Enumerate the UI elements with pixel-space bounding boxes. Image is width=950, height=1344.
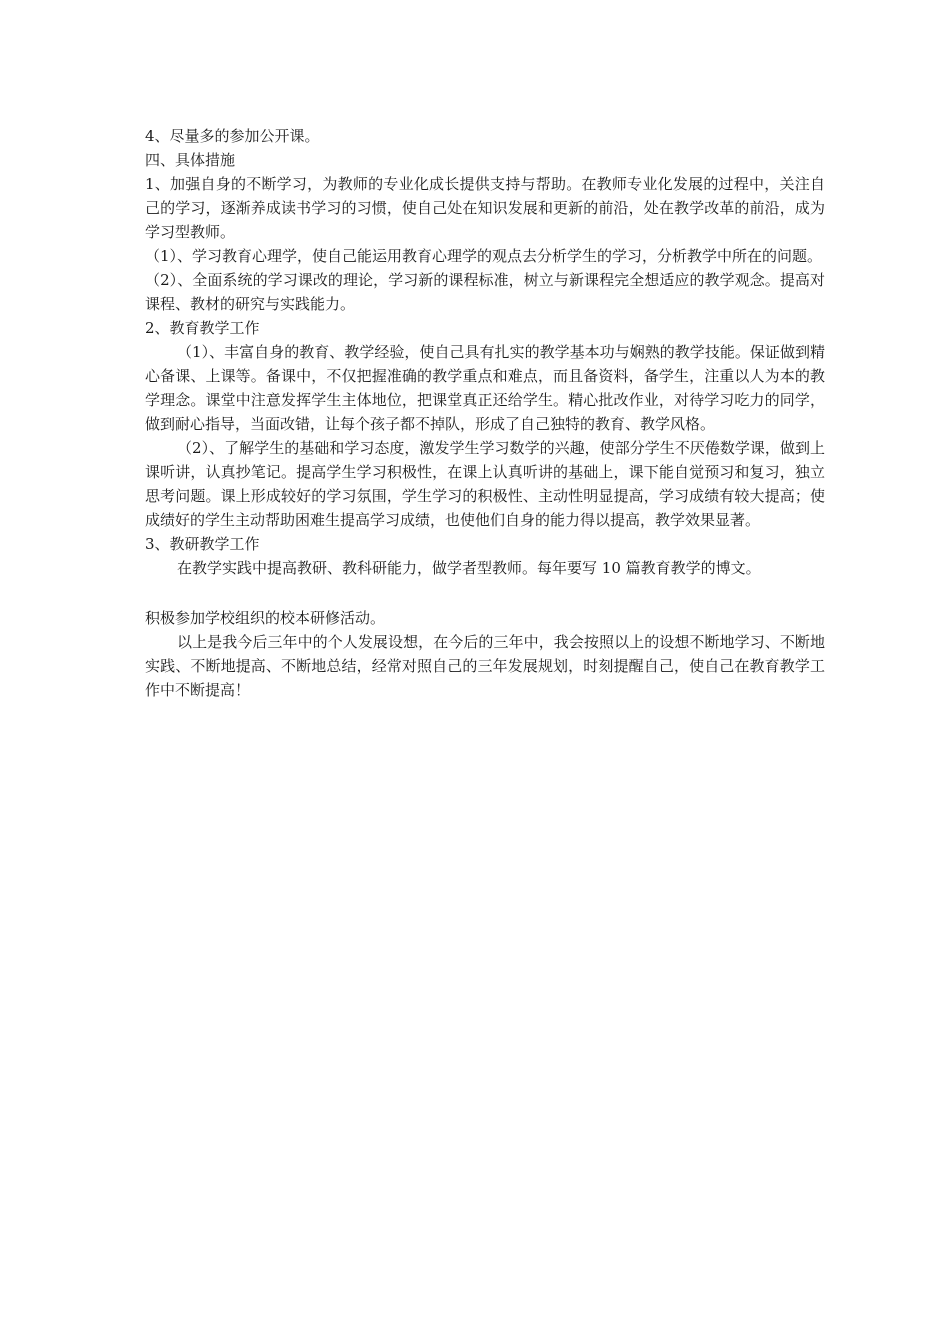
goal-item-4: 4、尽量多的参加公开课。 — [145, 127, 320, 145]
measure-1-paragraph: 1、加强自身的不断学习，为教师的专业化成长提供支持与帮助。在教师专业化发展的过程中，关注自己的学习，逐渐养成读书学习的习惯，使自己处在知识发展和更新的前沿，处在教学改革的前沿，成为学习型教师。 — [145, 175, 825, 241]
measure-3-heading: 3、教研教学工作 — [145, 535, 260, 553]
measure-1-sub-2: （2）、全面系统的学习课改的理论，学习新的课程标准，树立与新课程完全想适应的教学观念。提高对课程、教材的研究与实践能力。 — [145, 271, 825, 313]
school-activity-line: 积极参加学校组织的校本研修活动。 — [145, 609, 386, 627]
measure-1-sub-1: （1）、学习教育心理学，使自己能运用教育心理学的观点去分析学生的学习，分析教学中所在的问题。 — [145, 247, 823, 265]
measure-2-heading: 2、教育教学工作 — [145, 319, 260, 337]
measure-2-sub-1: （1）、丰富自身的教育、教学经验，使自己具有扎实的教学基本功与娴熟的教学技能。保证做到精心备课、上课等。备课中，不仅把握准确的教学重点和难点，而且备资料，备学生，注重以人为本的教学理念。课堂中注意发挥学生主体地位，把课堂真正还给学生。精心批改作业，对待学习吃力的同学，做到耐心指导，当面改错，让每个孩子都不掉队，形成了自己独特的教育、教学风格。 — [145, 343, 825, 433]
paragraph-spacer — [145, 580, 825, 606]
measure-2-sub-2: （2）、了解学生的基础和学习态度，激发学生学习数学的兴趣，使部分学生不厌倦数学课，做到上课听讲，认真抄笔记。提高学生学习积极性，在课上认真听讲的基础上，课下能自觉预习和复习，独立思考问题。课上形成较好的学习氛围，学生学习的积极性、主动性明显提高，学习成绩有较大提高；使成绩好的学生主动帮助困难生提高学习成绩，也使他们自身的能力得以提高，教学效果显著。 — [145, 439, 825, 529]
measure-3-paragraph: 在教学实践中提高教研、教科研能力，做学者型教师。每年要写 10 篇教育教学的博文。 — [177, 559, 761, 577]
document-body — [145, 124, 825, 702]
closing-paragraph: 以上是我今后三年中的个人发展设想，在今后的三年中，我会按照以上的设想不断地学习、不断地实践、不断地提高、不断地总结，经常对照自己的三年发展规划，时刻提醒自己，使自己在教育教学工作中不断提高！ — [145, 633, 825, 699]
section-heading-measures: 四、具体措施 — [145, 151, 236, 169]
